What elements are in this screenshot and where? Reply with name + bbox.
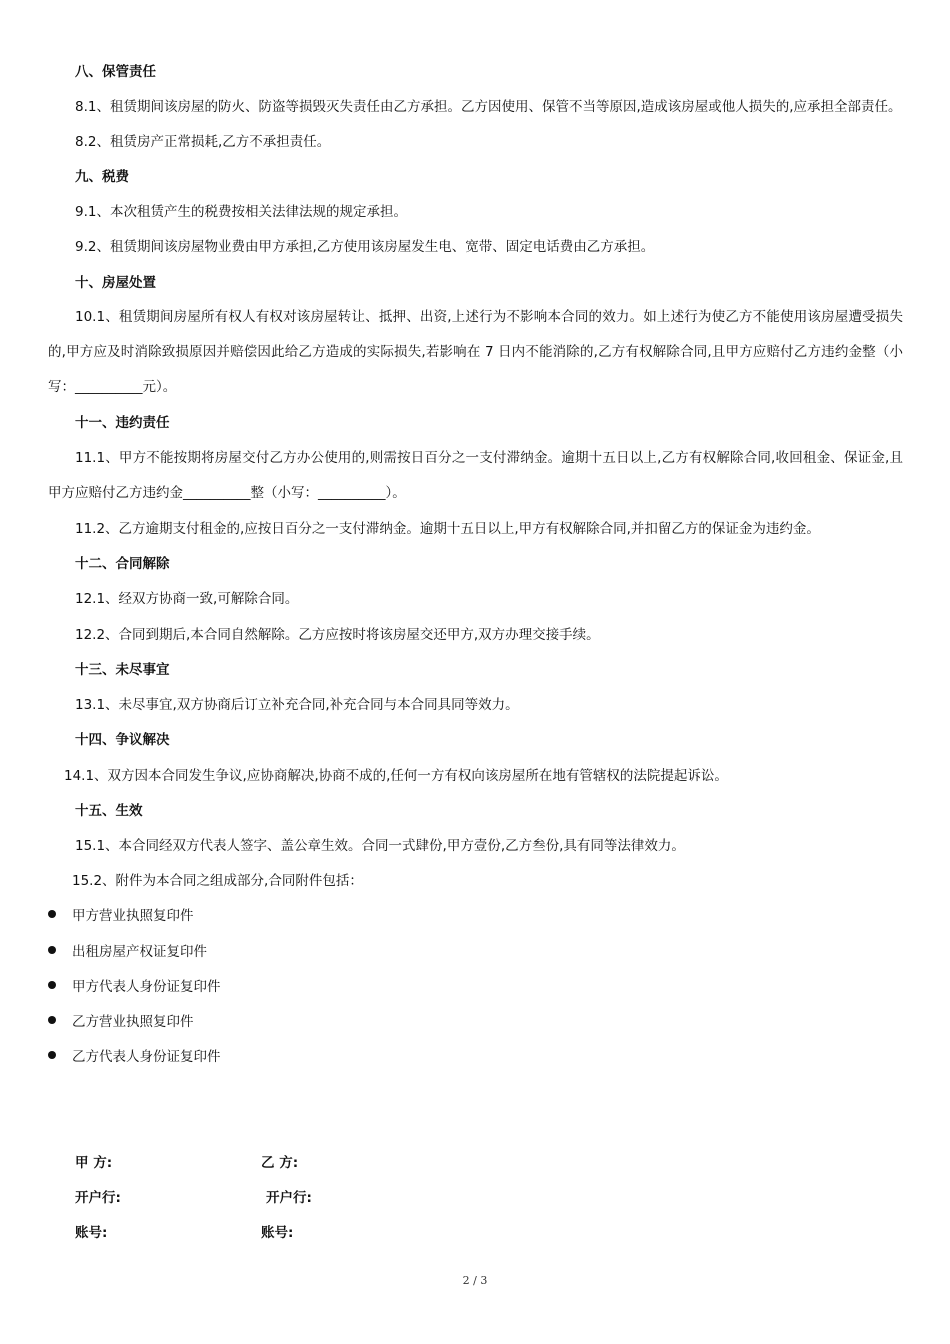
bullet-icon [48,910,56,918]
section-9-title: 九、税费 [75,169,129,185]
clause-8-1: 8.1、租赁期间该房屋的防火、防盗等损毁灭失责任由乙方承担。乙方因使用、保管不当等原因,造成该房屋或他人损失的,应承担全部责任。 [75,99,902,115]
clause-13-1: 13.1、未尽事宜,双方协商后订立补充合同,补充合同与本合同具同等效力。 [75,697,519,713]
party-b-account-label: 账号: [261,1225,294,1241]
attachment-label: 甲方代表人身份证复印件 [72,979,221,995]
party-a-bank-label: 开户行: [75,1190,121,1206]
clause-15-2: 15.2、附件为本合同之组成部分,合同附件包括： [72,873,363,889]
clause-9-2: 9.2、租赁期间该房屋物业费由甲方承担,乙方使用该房屋发生电、宽带、固定电话费由乙方承担。 [75,239,655,255]
party-a-label: 甲 方: [75,1155,113,1171]
attachment-label: 乙方代表人身份证复印件 [72,1049,221,1065]
party-b-bank-label: 开户行: [266,1190,312,1206]
list-item [48,906,194,926]
clause-15-1: 15.1、本合同经双方代表人签字、盖公章生效。合同一式肆份,甲方壹份,乙方叁份,具有同等法律效力。 [75,838,685,854]
clause-12-1: 12.1、经双方协商一致,可解除合同。 [75,591,299,607]
section-13-title: 十三、未尽事宜 [75,662,170,678]
clause-8-2: 8.2、租赁房产正常损耗,乙方不承担责任。 [75,134,331,150]
attachment-label: 乙方营业执照复印件 [72,1014,194,1030]
bullet-icon [48,1016,56,1024]
party-a-account-label: 账号: [75,1225,108,1241]
section-12-title: 十二、合同解除 [75,556,170,572]
attachment-label: 甲方营业执照复印件 [72,908,194,924]
clause-11-2: 11.2、乙方逾期支付租金的,应按日百分之一支付滞纳金。逾期十五日以上,甲方有权解除合同,并扣留乙方的保证金为违约金。 [75,521,820,537]
attachment-label: 出租房屋产权证复印件 [72,944,207,960]
clause-11-1: 11.1、甲方不能按期将房屋交付乙方办公使用的,则需按日百分之一支付滞纳金。逾期十五日以上,乙方有权解除合同,收回租金、保证金,且甲方应赔付乙方违约金__________整（小写：__________）。 [48,450,903,501]
section-15-title: 十五、生效 [75,803,143,819]
list-item [48,942,207,962]
section-11-title: 十一、违约责任 [75,415,170,431]
section-14-title: 十四、争议解决 [75,732,170,748]
section-10-title: 十、房屋处置 [75,275,156,291]
page-number: 2 / 3 [462,1274,488,1287]
bullet-icon [48,946,56,954]
clause-14-1: 14.1、双方因本合同发生争议,应协商解决,协商不成的,任何一方有权向该房屋所在地有管辖权的法院提起诉讼。 [64,768,728,784]
list-item [48,977,221,997]
clause-9-1: 9.1、本次租赁产生的税费按相关法律法规的规定承担。 [75,204,407,220]
clause-10-1: 10.1、租赁期间房屋所有权人有权对该房屋转让、抵押、出资,上述行为不影响本合同的效力。如上述行为使乙方不能使用该房屋遭受损失的,甲方应及时消除致损原因并赔偿因此给乙方造成的实际损失,若影响在 7 日内不能消除的,乙方有权解除合同,且甲方应赔付乙方违约金整（小写：__________元）。 [48,309,903,395]
section-8-title: 八、保管责任 [75,64,156,80]
party-b-label: 乙 方: [261,1155,299,1171]
list-item [48,1012,194,1032]
bullet-icon [48,981,56,989]
bullet-icon [48,1051,56,1059]
clause-12-2: 12.2、合同到期后,本合同自然解除。乙方应按时将该房屋交还甲方,双方办理交接手续。 [75,627,600,643]
list-item [48,1047,221,1067]
